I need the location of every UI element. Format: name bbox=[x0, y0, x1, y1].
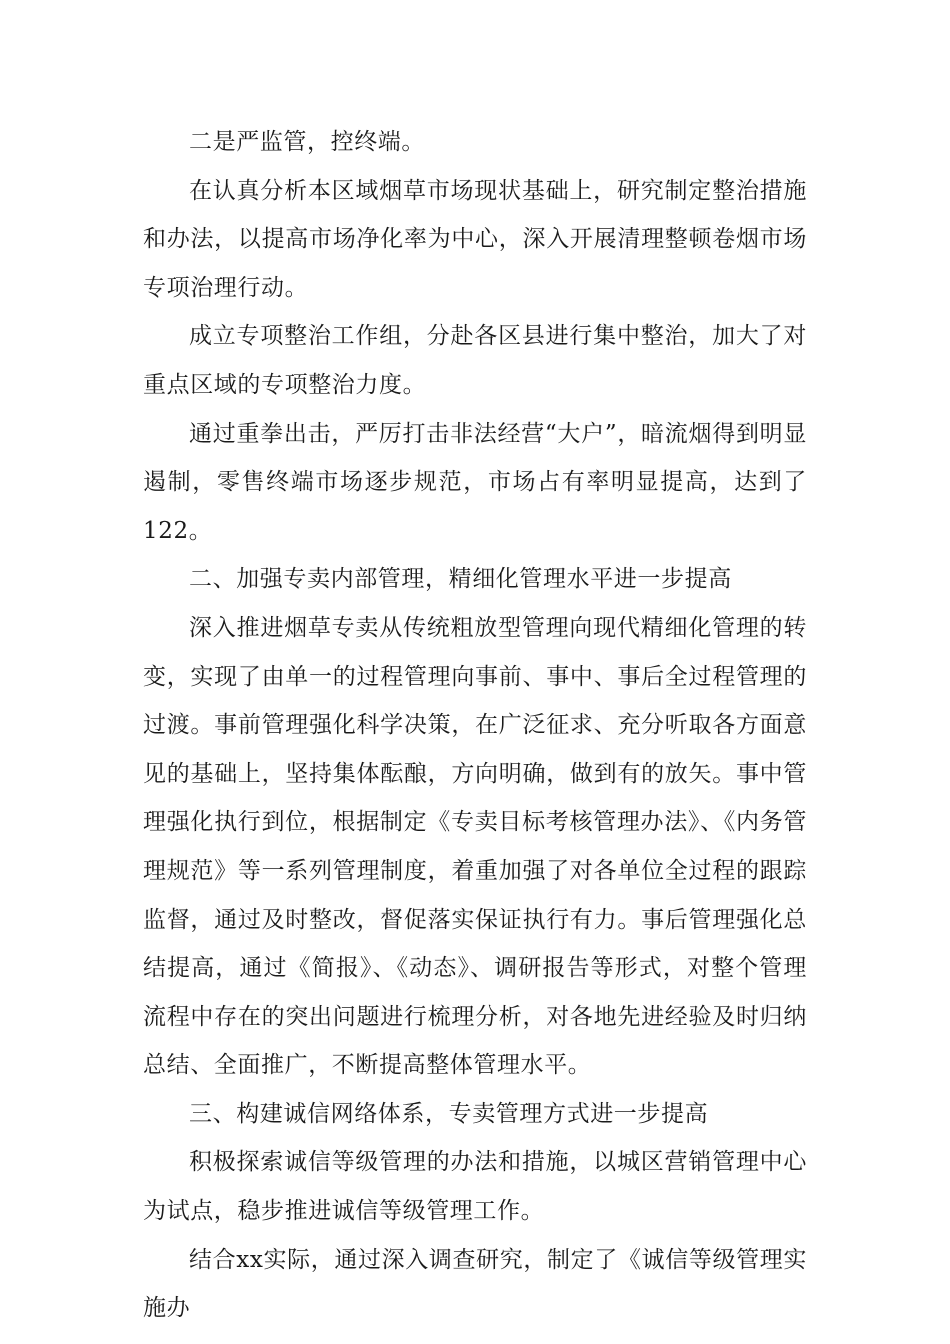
section-heading: 二、加强专卖内部管理，精细化管理水平进一步提高 bbox=[189, 566, 732, 593]
paragraph: 成立专项整治工作组，分赴各区县进行集中整治，加大了对重点区域的专项整治力度。 bbox=[143, 323, 807, 398]
paragraph: 积极探索诚信等级管理的办法和措施，以城区营销管理中心为试点，稳步推进诚信等级管理工作。 bbox=[143, 1149, 807, 1225]
section-heading: 三、构建诚信网络体系，专卖管理方式进一步提高 bbox=[189, 1100, 709, 1127]
document-body bbox=[143, 118, 807, 1333]
paragraph: 二是严监管，控终端。 bbox=[189, 129, 425, 155]
paragraph: 通过重拳出击，严厉打击非法经营“大户”，暗流烟得到明显遏制，零售终端市场逐步规范，市场占有率明显提高，达到了122。 bbox=[143, 420, 807, 544]
paragraph: 结合xx实际，通过深入调查研究，制定了《诚信等级管理实施办 bbox=[143, 1246, 807, 1322]
paragraph: 深入推进烟草专卖从传统粗放型管理向现代精细化管理的转变，实现了由单一的过程管理向事前、事中、事后全过程管理的过渡。事前管理强化科学决策，在广泛征求、充分听取各方面意见的基础上，坚持集体酝酿，方向明确，做到有的放矢。事中管理强化执行到位，根据制定《专卖目标考核管理办法》、《内务管理规范》等一系列管理制度，着重加强了对各单位全过程的跟踪监督，通过及时整改，督促落实保证执行有力。事后管理强化总结提高，通过《简报》、《动态》、调研报告等形式，对整个管理流程中存在的突出问题进行梳理分析，对各地先进经验及时归纳总结、全面推广，不断提高整体管理水平。 bbox=[143, 614, 807, 1079]
paragraph: 在认真分析本区域烟草市场现状基础上，研究制定整治措施和办法，以提高市场净化率为中心，深入开展清理整顿卷烟市场专项治理行动。 bbox=[143, 177, 807, 301]
